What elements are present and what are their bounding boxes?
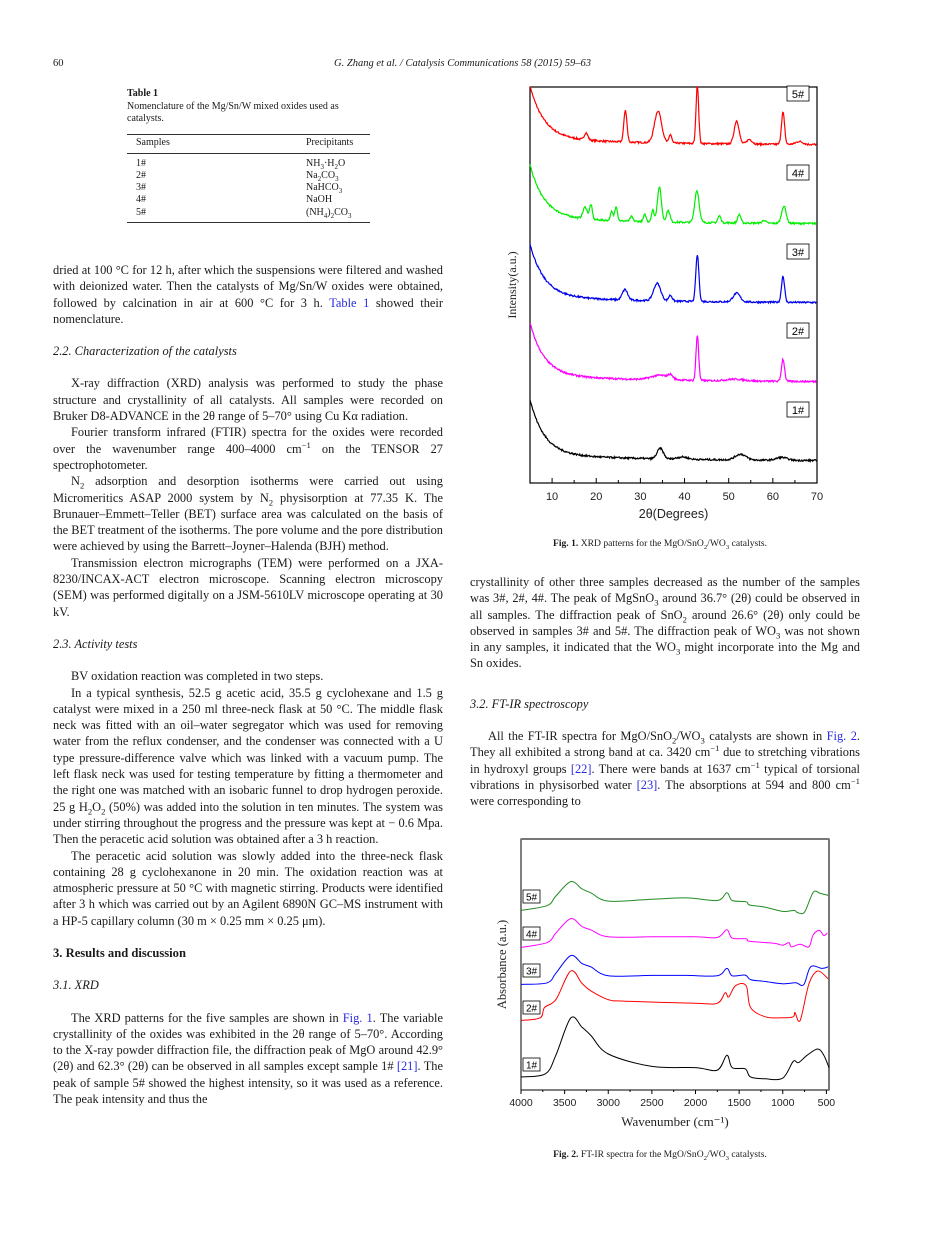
section-heading-3: 3. Results and discussion (53, 945, 186, 960)
figure-2-caption: Fig. 2. FT-IR spectra for the MgO/$SnO_2/WO_3$ catalysts. (553, 1149, 767, 1162)
series-label: 4# (791, 168, 805, 180)
column-header-precipitants: Precipitants (306, 134, 370, 153)
paragraph: dried at 100 °C for 12 h, after which the suspensions were filtered and washed with deionized water. Then the catalysts of Mg/Sn/W oxides were obtained, followed by calcination in air at 600 °C for 3 h. Table 1 showed their nomenclature. (53, 263, 443, 326)
section-heading-3-2: 3.2. FT-IR spectroscopy (470, 696, 589, 711)
xrd-chart (470, 80, 850, 540)
series-label: 5# (791, 89, 805, 101)
y-axis-label: Intensity(a.u.) (505, 251, 519, 319)
x-tick-label: 2500 (640, 1097, 664, 1109)
table-row (127, 182, 370, 194)
paragraph: BV oxidation reaction was completed in two steps. (71, 669, 324, 684)
x-tick-label: 60 (766, 491, 779, 503)
series-label: 5# (525, 892, 538, 904)
cell-sample: 2# (136, 169, 146, 181)
x-tick-label: 3500 (552, 1097, 577, 1109)
x-tick-label: 70 (810, 491, 824, 503)
cell-sample: 5# (127, 207, 306, 223)
xrd-trace-2 (530, 323, 817, 382)
cell-precipitant: NaHCO$_3$ (306, 182, 343, 196)
cell-sample: 3# (136, 182, 146, 194)
table-row (127, 194, 370, 206)
paragraph: $N_2$ adsorption and desorption isotherms were carried out using Micromeritics ASAP 2000 system by $N_2$ physisorption at 77.35 K. The Brunauer–Emmett–Teller (BET) surface area was calculated on the basis of the BET treatment of the isotherms. The pore volume and the pore distribution were achieved by using the Barrett–Joyner–Halenda (BJH) method. (53, 474, 443, 554)
right-column (470, 574, 860, 810)
series-label: 3# (525, 966, 538, 978)
ftir-trace-5 (521, 881, 828, 913)
left-column (53, 262, 443, 1107)
paragraph: Transmission electron micrographs (TEM) were performed on a JXA-8230/INCAX-ACT electron microscope. Scanning electron microscopy (SEM) was performed digitally on a JSM-5610LV microscope operating at 30 kV. (53, 555, 443, 619)
page-number: 60 (53, 58, 64, 69)
x-tick-label: 3000 (596, 1097, 620, 1109)
x-tick-label: 50 (722, 491, 735, 503)
xrd-trace-3 (530, 244, 817, 303)
x-axis-label: 2θ(Degrees) (638, 507, 709, 521)
series-label: 4# (525, 929, 538, 941)
ftir-trace-2 (521, 971, 828, 1022)
paragraph: All the FT-IR spectra for MgO/$SnO_2/WO_3$ catalysts are shown in Fig. 2. They all exhibited a strong band at ca. 3420 $cm^{-1}$ due to stretching vibrations in hydroxyl groups [22]. There were bands at 1637 $cm^{-1}$ typical of torsional vibrations in physisorbed water [23]. The absorptions at 594 and 800 $cm^{-1}$ were corresponding to (470, 729, 861, 809)
x-axis-label: Wavenumber (cm⁻¹) (621, 1114, 729, 1129)
xrd-trace-4 (530, 164, 817, 224)
table-row (127, 207, 370, 223)
section-heading-2-3: 2.3. Activity tests (53, 636, 138, 651)
column-header-samples: Samples (127, 134, 306, 153)
series-label: 1# (791, 405, 805, 417)
table-row (127, 153, 370, 170)
section-heading-2-2: 2.2. Characterization of the catalysts (53, 344, 237, 359)
y-axis-label: Absorbance (a.u.) (495, 919, 509, 1010)
series-label: 2# (791, 326, 805, 338)
cell-precipitant: $Na_2CO_3$ (306, 169, 339, 183)
section-heading-3-1: 3.1. XRD (53, 978, 99, 993)
ftir-trace-4 (521, 918, 827, 947)
x-tick-label: 1500 (727, 1097, 751, 1109)
table-row (127, 170, 370, 182)
plot-frame (521, 839, 829, 1090)
x-tick-label: 1000 (771, 1097, 795, 1109)
paragraph: The XRD patterns for the five samples are shown in Fig. 1. The variable crystallinity of the oxides was exhibited in the 2θ range of 5–70°. According to the X-ray powder diffraction file, the diffraction peak of MgO around 42.9° (2θ) and 62.3° (2θ) can be observed in all samples except sample 1# [21]. The peak of sample 5# showed the highest intensity, so it was used as a reference. The peak intensity and thus the (53, 1010, 444, 1107)
x-tick-label: 30 (634, 491, 647, 503)
x-tick-label: 2000 (683, 1097, 708, 1109)
table-title: Table 1 (127, 88, 159, 99)
x-tick-label: 500 (817, 1097, 836, 1109)
ftir-trace-3 (521, 955, 828, 985)
x-tick-label: 20 (590, 491, 603, 503)
nomenclature-table (127, 134, 370, 223)
ftir-chart (470, 830, 850, 1135)
series-label: 2# (525, 1003, 538, 1015)
figure-1-caption: Fig. 1. XRD patterns for the MgO/$SnO_2/WO_3$ catalysts. (552, 538, 768, 551)
table-caption: Nomenclature of the Mg/Sn/W mixed oxides used as catalysts. (127, 100, 339, 124)
cell-precipitant: $(NH_4)_2CO_3$ (306, 207, 370, 223)
cell-precipitant: NaOH (306, 194, 333, 206)
running-header: G. Zhang et al. / Catalysis Communications 58 (2015) 59–63 (334, 58, 591, 69)
xrd-trace-5 (530, 87, 817, 146)
xrd-trace-1 (530, 400, 817, 461)
paragraph: In a typical synthesis, 52.5 g acetic acid, 35.5 g cyclohexane and 1.5 g catalyst were mixed in a 250 ml three-neck flask at 50 °C. The middle flask neck was fitted with an oil–water segregator which was used for removing water from the reflux condenser, and the condenser was connected with a U type pressure-difference valve which was linked with a vacuum pump. The left flask neck was used for testing temperature by fitting a thermometer and the right one was matched with an isobaric funnel to drop hydrogen peroxide. 25 g $H_2O_2$ (50%) was added into the solution in ten minutes. The system was under stirring throughout the progress and the pressure was kept at − 0.6 Mpa. Then the peracetic acid solution was obtained after a 3 h reaction. (53, 685, 444, 847)
series-label: 3# (791, 247, 805, 259)
cell-sample: 1# (136, 157, 146, 169)
cell-precipitant: $NH_3\cdot H_2O$ (306, 157, 346, 171)
ftir-trace-1 (521, 1017, 829, 1080)
cell-sample: 4# (136, 194, 146, 206)
paragraph: crystallinity of other three samples decreased as the number of the samples was 3#, 2#, 4#. The peak of MgSnO$_3$ around 36.7° (2θ) could be observed in all samples. The diffraction peak of SnO$_2$ around 26.6° (2θ) only could be observed in samples 3# and 5#. The diffraction peak of $WO_3$ was not shown in any samples, it indicated that the $WO_3$ might incorporate into the Mg and Sn oxides. (470, 575, 861, 671)
x-tick-label: 10 (545, 491, 559, 503)
series-label: 1# (525, 1060, 538, 1072)
paragraph: X-ray diffraction (XRD) analysis was performed to study the phase structure and crystallinity of all catalysts. All samples were recorded on Bruker D8-ADVANCE in the 2θ range of 5–70° using Cu Kα radiation. (53, 376, 443, 424)
x-tick-label: 40 (678, 491, 691, 503)
paragraph: The peracetic acid solution was slowly added into the three-neck flask containing 28 g cyclohexanone in 20 min. The oxidation reaction was at atmospheric pressure at 50 °C with magnetic stirring. Products were identified after 3 h which was carried out by an Agilent 6890N GC–MS instrument with a HP-5 capillary column (30 m × 0.25 mm × 0.25 μm). (53, 848, 443, 928)
paragraph: Fourier transform infrared (FTIR) spectra for the oxides were recorded over the wavenumber range 400–4000 $cm^{-1}$ on the TENSOR 27 spectrophotometer. (53, 425, 443, 472)
x-tick-label: 4000 (509, 1097, 533, 1109)
plot-frame (530, 87, 817, 483)
table-1 (127, 88, 370, 223)
